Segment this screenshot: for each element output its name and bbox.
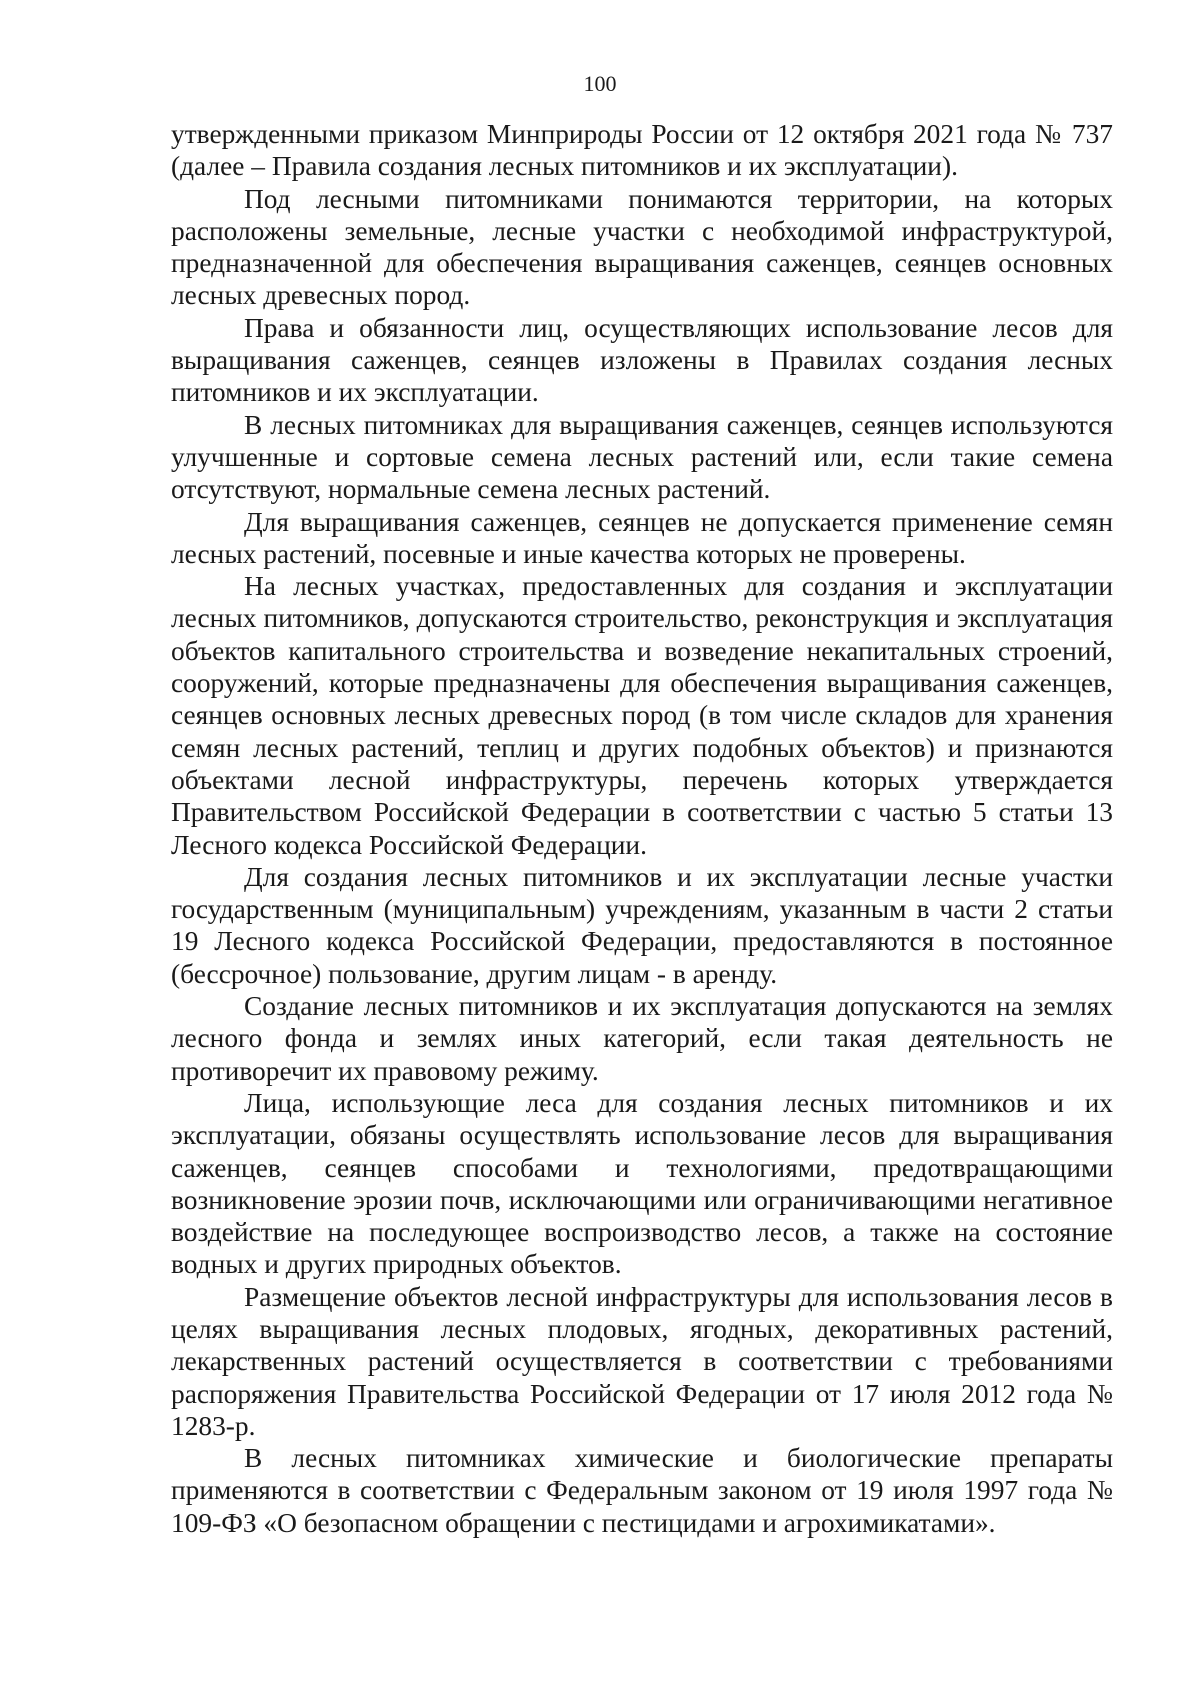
paragraph-land-categories: Создание лесных питомников и их эксплуатация допускаются на землях лесного фонда и землях иных категорий, если такая деятельность не противоречит их правовому режиму. [171,991,1113,1086]
paragraph-chemicals: В лесных питомниках химические и биологические препараты применяются в соответствии с Федеральным законом от 19 июля 1997 года № 109-ФЗ «О безопасном обращении с пестицидами и агрохимикатами». [171,1443,1113,1538]
paragraph-continuation: утвержденными приказом Минприроды России от 12 октября 2021 года № 737 (далее – Правила создания лесных питомников и их эксплуатации). [171,119,1113,182]
paragraph-seeds: В лесных питомниках для выращивания саженцев, сеянцев используются улучшенные и сортовые семена лесных растений или, если такие семена отсутствуют, нормальные семена лесных растений. [171,409,1113,505]
paragraph-rights: Права и обязанности лиц, осуществляющих использование лесов для выращивания саженцев, сеянцев изложены в Правилах создания лесных питомников и их эксплуатации. [171,312,1113,408]
paragraph-obligations: Лица, использующие леса для создания лесных питомников и их эксплуатации, обязаны осуществлять использование лесов для выращивания саженцев, сеянцев способами и технологиями, предотвращающими возникновение эрозии почв, исключающими или ограничивающими негативное воздействие на последующее воспроизводство лесов, а также на состояние водных и других природных объектов. [171,1087,1113,1280]
paragraph-infrastructure: Размещение объектов лесной инфраструктуры для использования лесов в целях выращивания лесных плодовых, ягодных, декоративных растений, лекарственных растений осуществляется в соответствии с требованиями распоряжения Правительства Российской Федерации от 17 июля 2012 года № 1283-р. [171,1281,1113,1441]
paragraph-unverified-seeds: Для выращивания саженцев, сеянцев не допускается применение семян лесных растений, посевные и иные качества которых не проверены. [171,506,1113,569]
page-number: 100 [583,71,617,96]
paragraph-definition: Под лесными питомниками понимаются территории, на которых расположены земельные, лесные участки с необходимой инфраструктурой, предназначенной для обеспечения выращивания саженцев, сеянцев основных лесных древесных пород. [171,183,1113,311]
paragraph-construction: На лесных участках, предоставленных для создания и эксплуатации лесных питомников, допускаются строительство, реконструкция и эксплуатация объектов капитального строительства и возведение некапитальных строений, сооружений, которые предназначены для обеспечения выращивания саженцев, сеянцев основных лесных древесных пород (в том числе складов для хранения семян лесных растений, теплиц и других подобных объектов) и признаются объектами лесной инфраструктуры, перечень которых утверждается Правительством Российской Федерации в соответствии с частью 5 статьи 13 Лесного кодекса Российской Федерации. [171,571,1113,860]
paragraph-land-use: Для создания лесных питомников и их эксплуатации лесные участки государственным (муниципальным) учреждениям, указанным в части 2 статьи 19 Лесного кодекса Российской Федерации, предоставляются в постоянное (бессрочное) пользование, другим лицам - в аренду. [171,861,1113,989]
document-body [171,118,1113,1539]
